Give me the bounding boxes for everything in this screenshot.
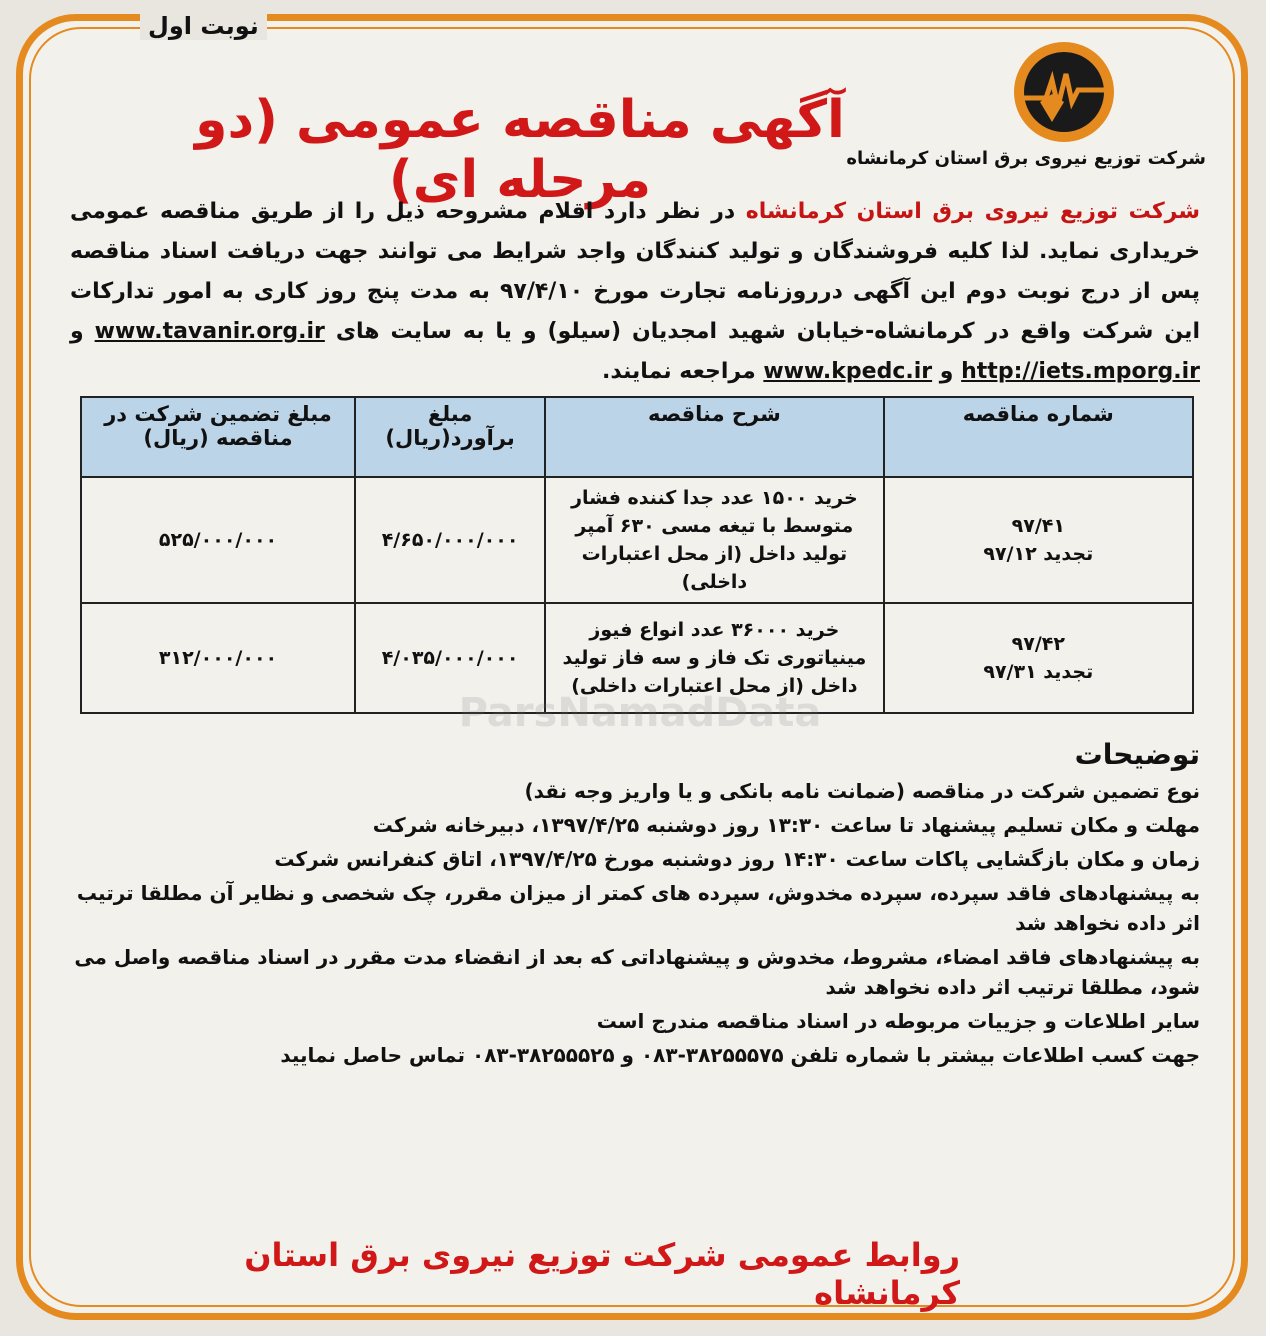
link-tavanir[interactable]: www.tavanir.org.ir	[94, 319, 325, 344]
intro-company-name: شرکت توزیع نیروی برق استان کرمانشاه	[745, 199, 1200, 224]
note-line: به پیشنهادهای فاقد سپرده، سپرده مخدوش، سپرده های کمتر از میزان مقرر، چک شخصی و نظایر آن مطلقا ترتیب اثر داده نخواهد شد	[76, 881, 1200, 935]
company-name-header: شرکت توزیع نیروی برق استان کرمانشاه	[846, 148, 1206, 169]
tender-description: خرید ۱۵۰۰ عدد جدا کننده فشار متوسط با تیغه مسی ۶۳۰ آمپر تولید داخل (از محل اعتبارات داخلی)	[545, 477, 883, 603]
publication-round-label: نوبت اول	[140, 12, 267, 40]
link-kpedc[interactable]: www.kpedc.ir	[763, 359, 933, 384]
link-iets[interactable]: http://iets.mporg.ir	[961, 359, 1200, 384]
footer-public-relations: روابط عمومی شرکت توزیع نیروی برق استان کرمانشاه	[244, 1236, 960, 1312]
intro-paragraph	[70, 192, 1200, 392]
note-line: سایر اطلاعات و جزییات مربوطه در اسناد مناقصه مندرج است	[596, 1009, 1200, 1033]
note-line: زمان و مکان بازگشایی پاکات ساعت ۱۴:۳۰ روز دوشنبه مورخ ۱۳۹۷/۴/۲۵، اتاق کنفرانس شرکت	[274, 847, 1200, 871]
intro-and-1: و	[70, 319, 95, 344]
note-line: مهلت و مکان تسلیم پیشنهاد تا ساعت ۱۳:۳۰ روز دوشنبه ۱۳۹۷/۴/۲۵، دبیرخانه شرکت	[372, 813, 1200, 837]
note-line: به پیشنهادهای فاقد امضاء، مشروط، مخدوش و پیشنهاداتی که بعد از انقضاء مدت مقرر در اسناد مناقصه واصل می شود، مطلقا ترتیب اثر داده نخواهد شد	[74, 945, 1200, 999]
intro-and-2: و	[932, 359, 962, 384]
tender-guarantee: ۳۱۲/۰۰۰/۰۰۰	[81, 603, 355, 713]
tender-estimate: ۴/۶۵۰/۰۰۰/۰۰۰	[355, 477, 545, 603]
intro-text: در نظر دارد اقلام مشروحه ذیل را از طریق مناقصه عمومی خریداری نماید. لذا کلیه فروشندگان و تولید کنندگان واجد شرایط می توانند جهت دریافت اسناد مناقصه پس از درج نوبت دوم این آگهی درروزنامه تجارت مورخ ۹۷/۴/۱۰ به مدت پنج روز کاری به امور تدارکات این شرکت واقع در کرمانشاه-خیابان شهید امجدیان (سیلو) و یا به سایت های	[70, 199, 1201, 344]
tender-number-cell	[884, 603, 1193, 713]
tender-guarantee: ۵۲۵/۰۰۰/۰۰۰	[81, 477, 355, 603]
tender-number-cell	[884, 477, 1193, 603]
header-tender-description: شرح مناقصه	[545, 397, 883, 477]
table-row	[81, 477, 1193, 603]
tender-renewal: تجدید ۹۷/۳۱	[983, 661, 1094, 683]
electric-utility-logo-icon	[1012, 40, 1116, 144]
header-estimate-amount: مبلغ برآورد(ریال)	[355, 397, 545, 477]
intro-text-end: مراجعه نمایند.	[602, 359, 764, 384]
note-line: جهت کسب اطلاعات بیشتر با شماره تلفن ۳۸۲۵۵۵۷۵-۰۸۳ و ۳۸۲۵۵۵۲۵-۰۸۳ تماس حاصل نمایید	[280, 1043, 1200, 1067]
tender-number: ۹۷/۴۱	[1011, 515, 1065, 537]
table-header-row	[81, 397, 1193, 477]
notes-section	[70, 740, 1200, 1074]
tender-description: خرید ۳۶۰۰۰ عدد انواع فیوز مینیاتوری تک فاز و سه فاز تولید داخل (از محل اعتبارات داخلی)	[545, 603, 883, 713]
tender-estimate: ۴/۰۳۵/۰۰۰/۰۰۰	[355, 603, 545, 713]
header-tender-number: شماره مناقصه	[884, 397, 1193, 477]
notes-title: توضیحات	[1074, 738, 1200, 771]
watermark: ParsNamadData	[458, 690, 822, 736]
tender-number: ۹۷/۴۲	[1011, 633, 1065, 655]
tender-table	[80, 396, 1194, 714]
page-title: آگهی مناقصه عمومی (دو مرحله ای)	[195, 90, 845, 210]
tender-renewal: تجدید ۹۷/۱۲	[983, 543, 1094, 565]
header-guarantee-amount: مبلغ تضمین شرکت در مناقصه (ریال)	[81, 397, 355, 477]
note-line: نوع تضمین شرکت در مناقصه (ضمانت نامه بانکی و یا واریز وجه نقد)	[524, 779, 1200, 803]
